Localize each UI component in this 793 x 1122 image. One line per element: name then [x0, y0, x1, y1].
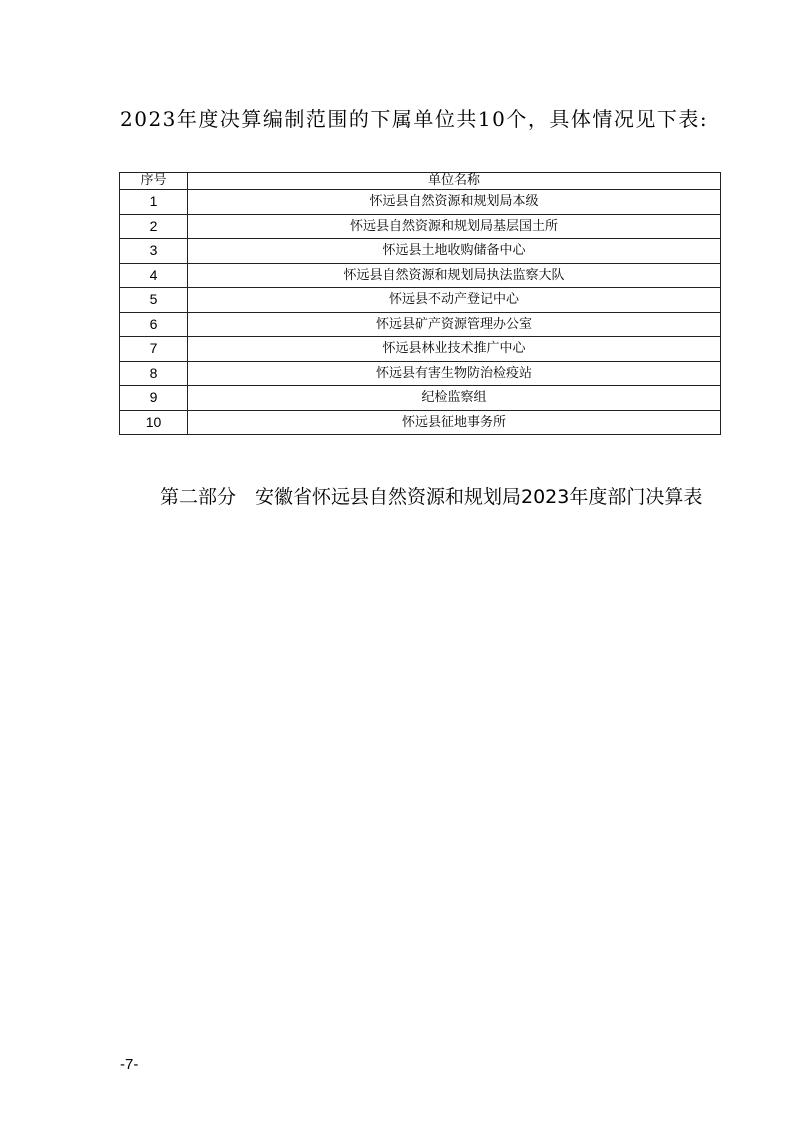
- row-serial: 9: [120, 386, 188, 411]
- row-unit-name: 怀远县土地收购储备中心: [188, 239, 721, 264]
- row-unit-name: 怀远县自然资源和规划局执法监察大队: [188, 263, 721, 288]
- header-unit-name: 单位名称: [188, 173, 721, 190]
- row-unit-name: 怀远县有害生物防治检疫站: [188, 361, 721, 386]
- intro-paragraph: 2023年度决算编制范围的下属单位共10个，具体情况见下表:: [120, 107, 709, 131]
- table-row: [120, 239, 721, 264]
- table-row: [120, 312, 721, 337]
- row-unit-name: 怀远县林业技术推广中心: [188, 337, 721, 362]
- row-serial: 1: [120, 190, 188, 215]
- table-row: [120, 288, 721, 313]
- row-unit-name: 怀远县矿产资源管理办公室: [188, 312, 721, 337]
- row-serial: 2: [120, 214, 188, 239]
- row-serial: 3: [120, 239, 188, 264]
- section-heading: [120, 479, 710, 516]
- table-row: [120, 361, 721, 386]
- row-unit-name: 纪检监察组: [188, 386, 721, 411]
- page-number: -7-: [120, 1056, 139, 1073]
- subordinate-units-table: [119, 172, 721, 435]
- row-serial: 7: [120, 337, 188, 362]
- row-serial: 10: [120, 410, 188, 435]
- table-row: [120, 386, 721, 411]
- header-serial-number: 序号: [120, 173, 188, 190]
- row-serial: 4: [120, 263, 188, 288]
- row-serial: 6: [120, 312, 188, 337]
- row-unit-name: 怀远县自然资源和规划局本级: [188, 190, 721, 215]
- table-row: [120, 337, 721, 362]
- row-unit-name: 怀远县不动产登记中心: [188, 288, 721, 313]
- section-heading-text: 第二部分 安徽省怀远县自然资源和规划局2023年度部门决算表: [160, 486, 703, 508]
- table-header-row: [120, 173, 721, 190]
- row-serial: 8: [120, 361, 188, 386]
- row-unit-name: 怀远县征地事务所: [188, 410, 721, 435]
- table-row: [120, 410, 721, 435]
- row-unit-name: 怀远县自然资源和规划局基层国土所: [188, 214, 721, 239]
- table-row: [120, 263, 721, 288]
- table-row: [120, 214, 721, 239]
- row-serial: 5: [120, 288, 188, 313]
- table-row: [120, 190, 721, 215]
